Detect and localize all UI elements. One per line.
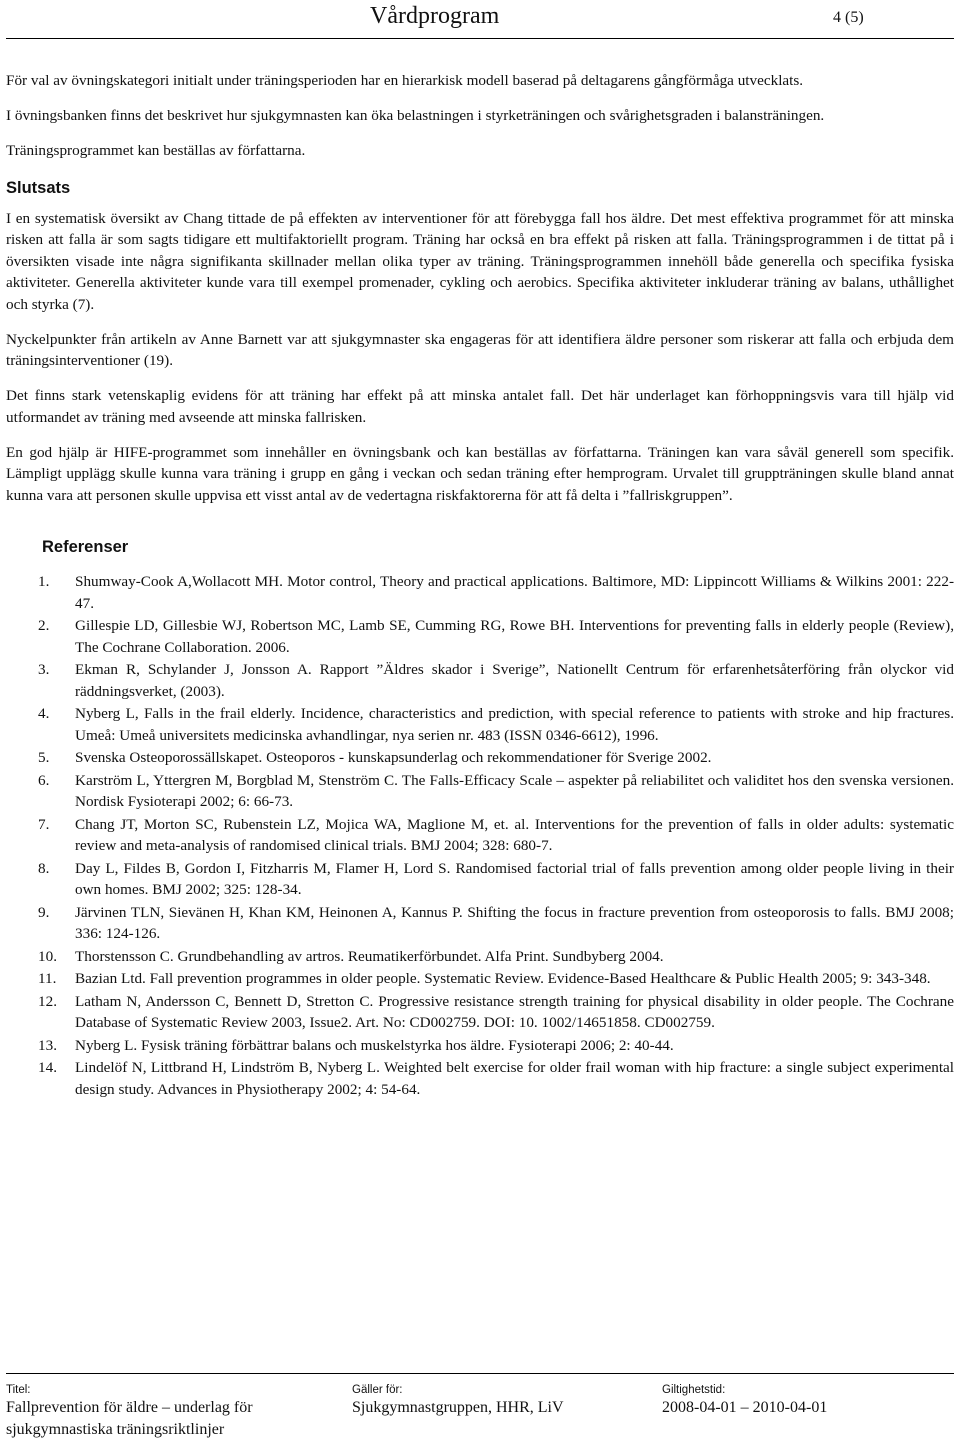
footer-validity-label: Giltighetstid:	[662, 1384, 726, 1396]
paragraph-7: En god hjälp är HIFE-programmet som innehåller en övningsbank och kan beställas av författarna. Träningen kan vara såväl generell som specifik. Lämpligt upplägg skulle kunna vara träning i grupp en gång i veckan och sedan träning efter hemprogram. Urvalet till gruppträningen skulle bland annat kunna vara att personen skulle uppvisa ett visst antal av de vedertagna riskfaktorerna för att få delta i ”fallriskgruppen”.	[6, 443, 954, 504]
paragraph-3: Träningsprogrammet kan beställas av författarna.	[6, 142, 306, 159]
reference-text: Day L, Fildes B, Gordon I, Fitzharris M, Flamer H, Lord S. Randomised factorial trial of falls prevention among older people living in their own homes. BMJ 2002; 325: 128-34.	[75, 859, 954, 898]
reference-text: Järvinen TLN, Sievänen H, Khan KM, Heinonen A, Kannus P. Shifting the focus in fracture prevention from osteoporosis to falls. BMJ 2008; 336: 124-126.	[75, 903, 954, 942]
header-rule	[6, 38, 954, 39]
footer-title-line-1: Fallprevention för äldre – underlag för	[6, 1399, 253, 1416]
reference-item	[6, 991, 954, 1034]
reference-item	[6, 703, 954, 746]
reference-text: Nyberg L. Fysisk träning förbättrar balans och muskelstyrka hos äldre. Fysioterapi 2006; 2: 40-44.	[75, 1036, 674, 1054]
reference-text: Latham N, Andersson C, Bennett D, Stretton C. Progressive resistance strength training for physical disability in older people. The Cochrane Database of Systematic Review 2003, Issue2. Art. No: CD002759. DOI: 10. 1002/14651858. CD002759.	[75, 992, 954, 1031]
reference-item	[6, 770, 954, 813]
reference-item	[6, 902, 954, 945]
reference-text: Shumway-Cook A,Wollacott MH. Motor control, Theory and practical applications. Baltimore, MD: Lippincott Williams & Wilkins 2001: 222-47.	[75, 573, 954, 612]
reference-number: 13.	[38, 1036, 57, 1054]
reference-item	[6, 571, 954, 614]
reference-item	[6, 858, 954, 901]
reference-item	[6, 1035, 954, 1057]
paragraph-4: I en systematisk översikt av Chang tittade de på effekten av interventioner för att förebygga fall hos äldre. Det mest effektiva programmet för att minska risken att falla är som sagts tidigare ett multifaktoriellt program. Träning har också en bra effekt på risken att falla. Träningsprogrammen i de tittat på i översikten visade inte några signifikanta skillnader mellan olika typer av träning. Träningsprogrammen innehöll både generella och specifika fysiska aktiviteter. Generella aktiviteter kunde vara till exempel promenader, cykling och aerobics. Specifika aktiviteter inkluderar träning av balans, uthållighet och styrka (7).	[6, 209, 954, 313]
footer-validity-value: 2008-04-01 – 2010-04-01	[662, 1399, 828, 1416]
reference-item	[6, 747, 954, 769]
reference-number: 8.	[38, 859, 50, 877]
reference-number: 11.	[38, 970, 57, 987]
reference-number: 14.	[38, 1059, 57, 1076]
reference-number: 10.	[38, 947, 57, 965]
footer-applies-label: Gäller för:	[352, 1384, 403, 1396]
reference-item	[6, 1057, 954, 1100]
reference-text: Thorstensson C. Grundbehandling av artros. Reumatikerförbundet. Alfa Print. Sundbyberg 2004.	[75, 947, 664, 965]
reference-text: Ekman R, Schylander J, Jonsson A. Rapport ”Äldres skador i Sverige”, Nationellt Centrum för erfarenhetsåterföring från olyckor vid räddningsverket, (2003).	[75, 661, 954, 700]
paragraph-1: För val av övningskategori initialt under träningsperioden har en hierarkisk modell baserad på deltagarens gångförmåga utvecklats.	[6, 72, 804, 89]
reference-number: 1.	[38, 573, 50, 590]
footer-applies-value: Sjukgymnastgruppen, HHR, LiV	[352, 1399, 564, 1416]
page-number: 4 (5)	[833, 9, 864, 26]
reference-number: 6.	[38, 771, 50, 789]
reference-item	[6, 615, 954, 658]
page-footer	[6, 1373, 954, 1441]
footer-validity-block	[662, 1383, 827, 1419]
reference-text: Gillespie LD, Gillesbie WJ, Robertson MC, Lamb SE, Cumming RG, Rowe BH. Interventions for preventing falls in elderly people (Review), The Cochrane Collaboration. 2006.	[75, 617, 954, 656]
footer-rule	[6, 1373, 954, 1374]
reference-number: 3.	[38, 661, 50, 678]
document-title: Vårdprogram	[370, 3, 500, 29]
document-body	[6, 70, 954, 1101]
reference-item	[6, 968, 954, 990]
reference-number: 2.	[38, 617, 50, 634]
reference-item	[6, 946, 954, 968]
reference-number: 5.	[38, 749, 50, 766]
paragraph-6: Det finns stark vetenskaplig evidens för att träning har effekt på att minska antalet fall. Det här underlaget kan förhoppningsvis vara till hjälp vid utformandet av träning med avseende att minska fallrisken.	[6, 387, 954, 426]
reference-text: Karström L, Yttergren M, Borgblad M, Stenström C. The Falls-Efficacy Scale – aspekter på reliabilitet och validitet hos den svenska versionen. Nordisk Fysioterapi 2002; 6: 66-73.	[75, 771, 954, 810]
paragraph-2: I övningsbanken finns det beskrivet hur sjukgymnasten kan öka belastningen i styrketräningen och svårighetsgraden i balansträningen.	[6, 107, 825, 124]
reference-text: Lindelöf N, Littbrand H, Lindström B, Nyberg L. Weighted belt exercise for older frail woman with hip fracture: a single subject experimental design study. Advances in Physiotherapy 2002; 4: 54-64.	[75, 1059, 954, 1098]
reference-list	[6, 571, 954, 1100]
reference-text: Bazian Ltd. Fall prevention programmes in older people. Systematic Review. Evidence-Based Healthcare & Public Health 2005; 9: 343-348.	[75, 970, 931, 987]
page-header	[0, 0, 960, 40]
reference-text: Chang JT, Morton SC, Rubenstein LZ, Mojica WA, Maglione M, et. al. Interventions for the prevention of falls in older adults: systematic review and meta-analysis of randomised clinical trials. BMJ 2004; 328: 680-7.	[75, 815, 954, 854]
reference-number: 4.	[38, 705, 50, 722]
footer-title-label: Titel:	[6, 1384, 31, 1396]
heading-slutsats: Slutsats	[6, 178, 71, 197]
footer-applies-block	[352, 1383, 564, 1419]
heading-referenser: Referenser	[42, 538, 129, 556]
paragraph-5: Nyckelpunkter från artikeln av Anne Barnett var att sjukgymnaster ska engageras för att identifiera äldre personer som riskerar att falla och erbjuda dem träningsinterventioner (19).	[6, 330, 954, 369]
reference-text: Svenska Osteoporossällskapet. Osteoporos - kunskapsunderlag och rekommendationer för Sverige 2002.	[75, 749, 712, 766]
reference-number: 9.	[38, 903, 50, 921]
footer-title-block	[6, 1383, 253, 1441]
reference-number: 12.	[38, 992, 57, 1010]
reference-text: Nyberg L, Falls in the frail elderly. Incidence, characteristics and prediction, with special reference to patients with stroke and hip fractures. Umeå: Umeå universitets medicinska avhandlingar, nya serien nr. 483 (ISSN 0346-6612), 1996.	[75, 705, 954, 744]
footer-title-line-2: sjukgymnastiska träningsriktlinjer	[6, 1421, 225, 1438]
reference-item	[6, 814, 954, 857]
reference-item	[6, 659, 954, 702]
reference-number: 7.	[38, 815, 50, 833]
